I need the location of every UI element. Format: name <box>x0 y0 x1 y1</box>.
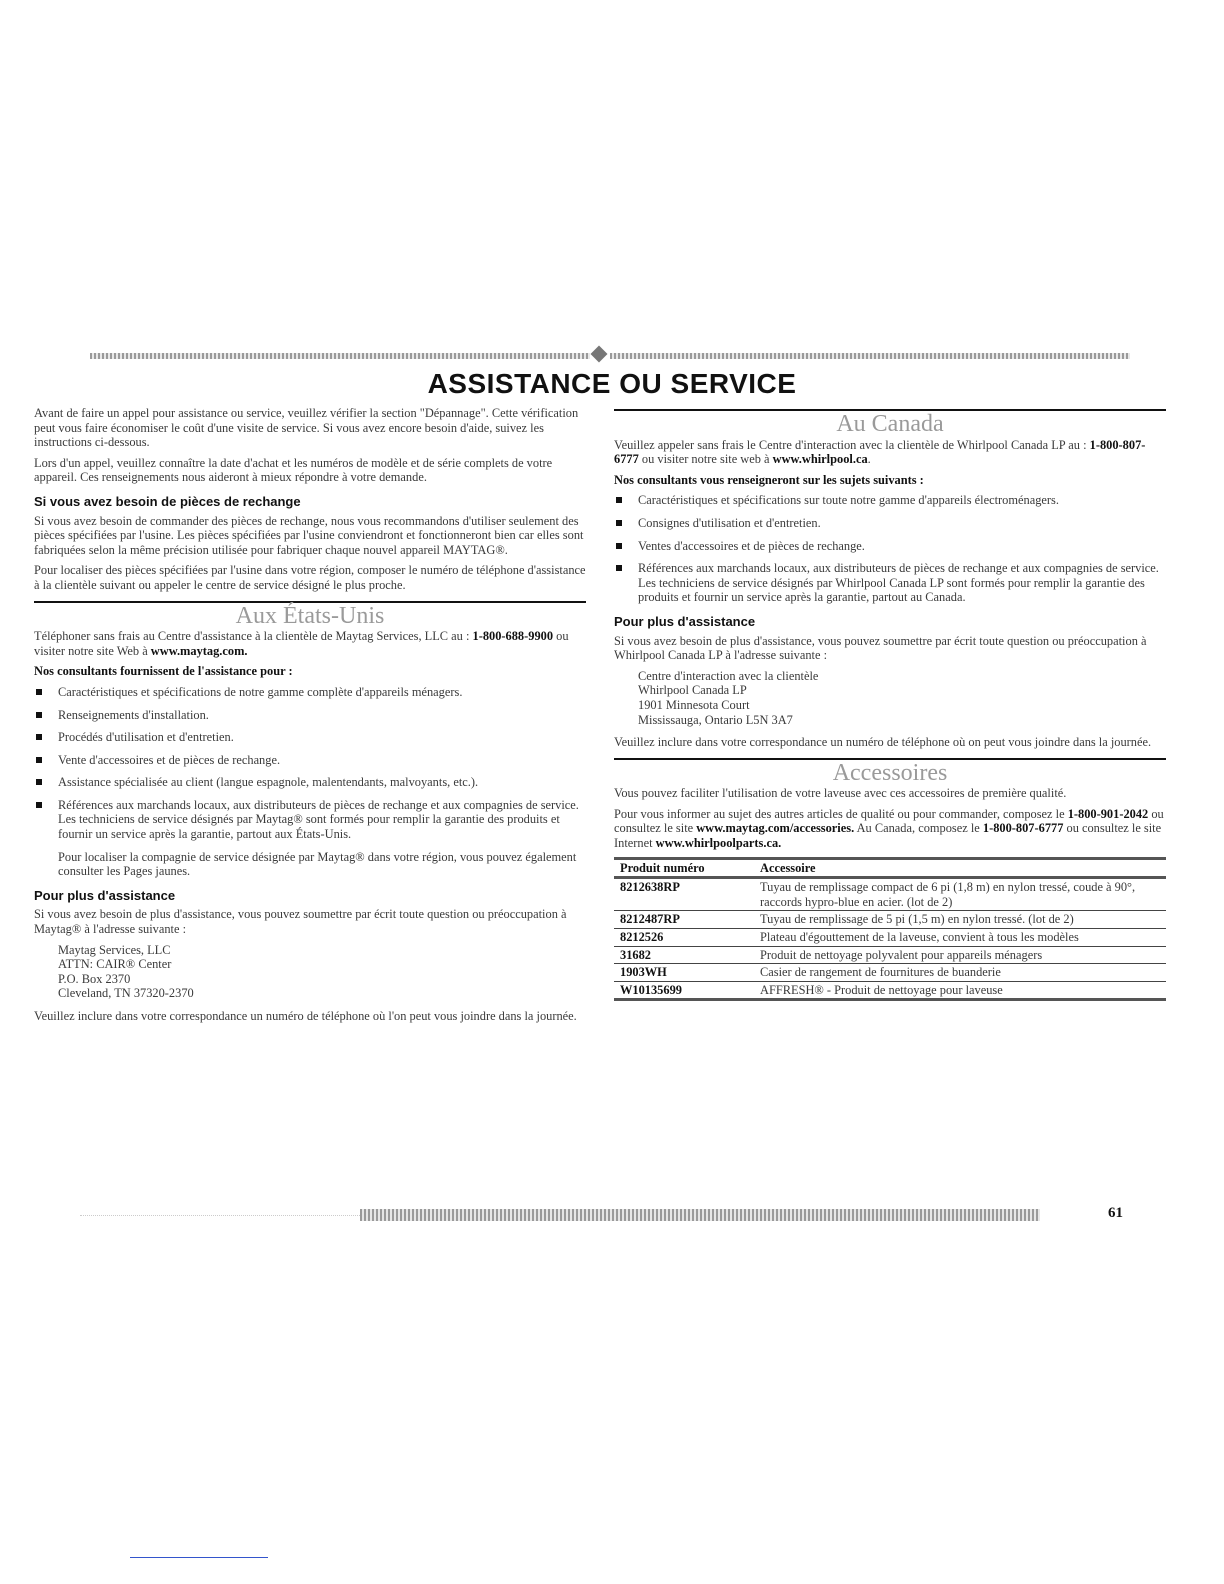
column-header-accessory: Accessoire <box>754 858 1166 878</box>
parts-heading: Si vous avez besoin de pièces de rechange <box>34 493 301 509</box>
column-header-product-number: Produit numéro <box>614 858 754 878</box>
list-item <box>34 753 586 768</box>
us-include-note: Veuillez inclure dans votre correspondance un numéro de téléphone où l'on peut vous joindre dans la journée. <box>34 1009 577 1023</box>
us-bullet-list <box>34 685 586 842</box>
us-more-paragraph: Si vous avez besoin de plus d'assistance, vous pouvez soumettre par écrit toute question ou préoccupation à Maytag® à l'adresse suivante : <box>34 907 567 937</box>
list-item <box>614 539 1166 554</box>
product-number: W10135699 <box>614 981 754 1000</box>
acc-text-b: ou consultez le site <box>614 806 1164 836</box>
list-item-text: Renseignements d'installation. <box>58 707 209 722</box>
product-number: 8212487RP <box>614 911 754 929</box>
us-mailing-address <box>34 943 586 1001</box>
us-call-paragraph <box>34 629 586 658</box>
list-item-text: Caractéristiques et spécifications sur toute notre gamme d'appareils électroménagers. <box>638 493 1059 508</box>
footer-dotted-line <box>80 1215 360 1216</box>
accessory-description: AFFRESH® - Produit de nettoyage pour laveuse <box>754 981 1166 1000</box>
list-item-text: Vente d'accessoires et de pièces de rechange. <box>58 752 281 767</box>
bullet-square-icon <box>616 543 622 549</box>
bullet-square-icon <box>36 734 42 740</box>
canada-include-note: Veuillez inclure dans votre correspondance un numéro de téléphone où on peut vous joindre dans la journée. <box>614 735 1152 750</box>
us-consult-heading: Nos consultants fournissent de l'assistance pour : <box>34 664 293 679</box>
list-item <box>34 708 586 723</box>
accessory-description: Produit de nettoyage polyvalent pour appareils ménagers <box>754 946 1166 964</box>
parts-paragraph-2: Pour localiser des pièces spécifiées par l'usine dans votre région, composer le numéro de téléphone d'assistance à la clientèle suivant ou appeler le centre de service désigné le plus proche. <box>34 563 586 592</box>
bullet-square-icon <box>36 757 42 763</box>
table-row <box>614 878 1166 911</box>
band-right <box>610 353 1130 359</box>
bullet-square-icon <box>616 565 622 571</box>
list-item <box>34 685 586 700</box>
bullet-square-icon <box>616 520 622 526</box>
canada-call-mid: ou visiter notre site web à <box>638 452 773 467</box>
us-section-title: Aux États-Unis <box>235 602 385 629</box>
intro-paragraph-1: Avant de faire un appel pour assistance ou service, veuillez vérifier la section "Dépannage". Cette vérification peut vous faire économiser le coût d'une visite de service. Si vous avez encore besoin d'aide, suivez les instructions ci-dessous. <box>34 406 579 450</box>
address-line: Centre d'interaction avec la clientèle <box>638 668 819 683</box>
acc-phone-canada: 1-800-807-6777 <box>982 821 1064 836</box>
intro-paragraph-2: Lors d'un appel, veuillez connaître la date d'achat et les numéros de modèle et de série complets de votre appareil. Ces renseignements nous aideront à mieux répondre à votre demande. <box>34 455 553 485</box>
canada-call-paragraph <box>614 438 1166 467</box>
address-line: Cleveland, TN 37320-2370 <box>58 986 194 1001</box>
canada-bullet-list <box>614 493 1166 605</box>
band-left <box>90 353 590 359</box>
page-title: ASSISTANCE OU SERVICE <box>427 368 797 399</box>
bullet-square-icon <box>36 689 42 695</box>
table-row <box>614 964 1166 982</box>
address-line: Maytag Services, LLC <box>58 942 171 957</box>
acc-text-d: ou consultez le site Internet <box>614 821 1162 851</box>
acc-website-canada-link[interactable]: www.whirlpoolparts.ca. <box>655 836 782 851</box>
accessory-description: Plateau d'égouttement de la laveuse, convient à tous les modèles <box>754 929 1166 947</box>
list-item-text: Consignes d'utilisation et d'entretien. <box>638 515 821 530</box>
product-number: 1903WH <box>614 964 754 982</box>
accessory-description: Tuyau de remplissage compact de 6 pi (1,8 m) en nylon tressé, coude à 90°, raccords hypro-blue en acier. (lot de 2) <box>754 878 1166 911</box>
bullet-square-icon <box>36 712 42 718</box>
product-number: 31682 <box>614 946 754 964</box>
acc-text-c: Au Canada, composez le <box>854 821 983 836</box>
table-row <box>614 929 1166 947</box>
diamond-ornament-icon <box>591 346 608 363</box>
canada-section-title: Au Canada <box>836 411 944 437</box>
acc-website-us-link[interactable]: www.maytag.com/accessories. <box>696 821 855 836</box>
acc-text-a: Pour vous informer au sujet des autres articles de qualité ou pour commander, composez le <box>614 806 1068 821</box>
us-phone: 1-800-688-9900 <box>472 629 554 644</box>
address-line: Whirlpool Canada LP <box>638 683 747 698</box>
list-item <box>614 561 1166 605</box>
us-locate-note: Pour localiser la compagnie de service désignée par Maytag® dans votre région, vous pouvez également consulter les Pages jaunes. <box>58 849 577 879</box>
product-number: 8212526 <box>614 929 754 947</box>
list-item <box>614 516 1166 531</box>
page-number: 61 <box>1108 1205 1123 1221</box>
acc-phone-us: 1-800-901-2042 <box>1067 806 1149 821</box>
us-call-text: Téléphoner sans frais au Centre d'assistance à la clientèle de Maytag Services, LLC au : <box>34 629 473 644</box>
us-website-link[interactable]: www.maytag.com. <box>150 643 248 658</box>
canada-call-end: . <box>867 452 871 467</box>
canada-consult-heading: Nos consultants vous renseigneront sur les sujets suivants : <box>614 472 924 487</box>
table-row <box>614 981 1166 1000</box>
list-item-text: Références aux marchands locaux, aux distributeurs de pièces de rechange et aux compagnies de service. Les techniciens de service désignés par Whirlpool Canada LP sont formés pour remplir la garantie des produits et fournir un service après la garantie, partout au Canada. <box>638 561 1159 605</box>
canada-website-link[interactable]: www.whirlpool.ca <box>772 452 868 467</box>
list-item-text: Procédés d'utilisation et d'entretien. <box>58 730 234 745</box>
us-more-heading: Pour plus d'assistance <box>34 887 176 903</box>
canada-more-heading: Pour plus d'assistance <box>614 613 756 629</box>
list-item <box>614 493 1166 508</box>
canada-phone: 1-800-807-6777 <box>614 437 1146 467</box>
right-column <box>614 406 1166 1001</box>
address-line: ATTN: CAIR® Center <box>58 957 172 972</box>
accessories-intro: Vous pouvez faciliter l'utilisation de votre laveuse avec ces accessoires de première qualité. <box>614 786 1067 801</box>
list-item-text: Caractéristiques et spécifications de notre gamme complète d'appareils ménagers. <box>58 684 463 699</box>
list-item-text: Ventes d'accessoires et de pièces de rechange. <box>638 538 865 553</box>
top-decorative-band <box>90 351 1150 361</box>
bullet-square-icon <box>36 779 42 785</box>
list-item-text: Références aux marchands locaux, aux distributeurs de pièces de rechange et aux compagnies de service. Les techniciens de service désignés par Maytag® sont formés pour remplir la garantie des produits et fournir un service après la garantie, partout aux États-Unis. <box>58 797 579 842</box>
canada-mailing-address <box>614 669 1166 727</box>
accessory-description: Tuyau de remplissage de 5 pi (1,5 m) en nylon tressé. (lot de 2) <box>754 911 1166 929</box>
table-row <box>614 911 1166 929</box>
us-call-mid: ou visiter notre site Web à <box>34 629 569 658</box>
bullet-square-icon <box>36 802 42 808</box>
canada-more-paragraph: Si vous avez besoin de plus d'assistance, vous pouvez soumettre par écrit toute question ou préoccupation à Whirlpool Canada LP à l'adresse suivante : <box>614 633 1147 663</box>
footnote-separator <box>130 1557 268 1558</box>
address-line: Mississauga, Ontario L5N 3A7 <box>638 712 793 727</box>
list-item <box>34 730 586 745</box>
list-item-text: Assistance spécialisée au client (langue espagnole, malentendants, malvoyants, etc.). <box>58 775 479 790</box>
canada-call-text: Veuillez appeler sans frais le Centre d'interaction avec la clientèle de Whirlpool Canada LP au : <box>614 437 1090 452</box>
list-item <box>34 775 586 790</box>
accessories-order-paragraph <box>614 807 1166 851</box>
left-column <box>34 406 586 1030</box>
address-line: 1901 Minnesota Court <box>638 697 750 712</box>
accessories-table <box>614 857 1166 1002</box>
accessories-section-title: Accessoires <box>832 759 948 786</box>
parts-paragraph-1: Si vous avez besoin de commander des pièces de rechange, nous vous recommandons d'utiliser seulement des pièces spécifiées par l'usine. Les pièces spécifiées par l'usine conviendront et fonctionneront bien car elles sont fabriquées selon la même précision utilisée pour fabriquer chaque nouvel appareil MAYTAG®. <box>34 513 584 557</box>
bottom-decorative-band <box>360 1209 1040 1221</box>
table-header-row <box>614 858 1166 878</box>
bullet-square-icon <box>616 497 622 503</box>
address-line: P.O. Box 2370 <box>58 971 131 986</box>
accessory-description: Casier de rangement de fournitures de buanderie <box>754 964 1166 982</box>
product-number: 8212638RP <box>614 878 754 911</box>
list-item <box>34 798 586 842</box>
table-row <box>614 946 1166 964</box>
